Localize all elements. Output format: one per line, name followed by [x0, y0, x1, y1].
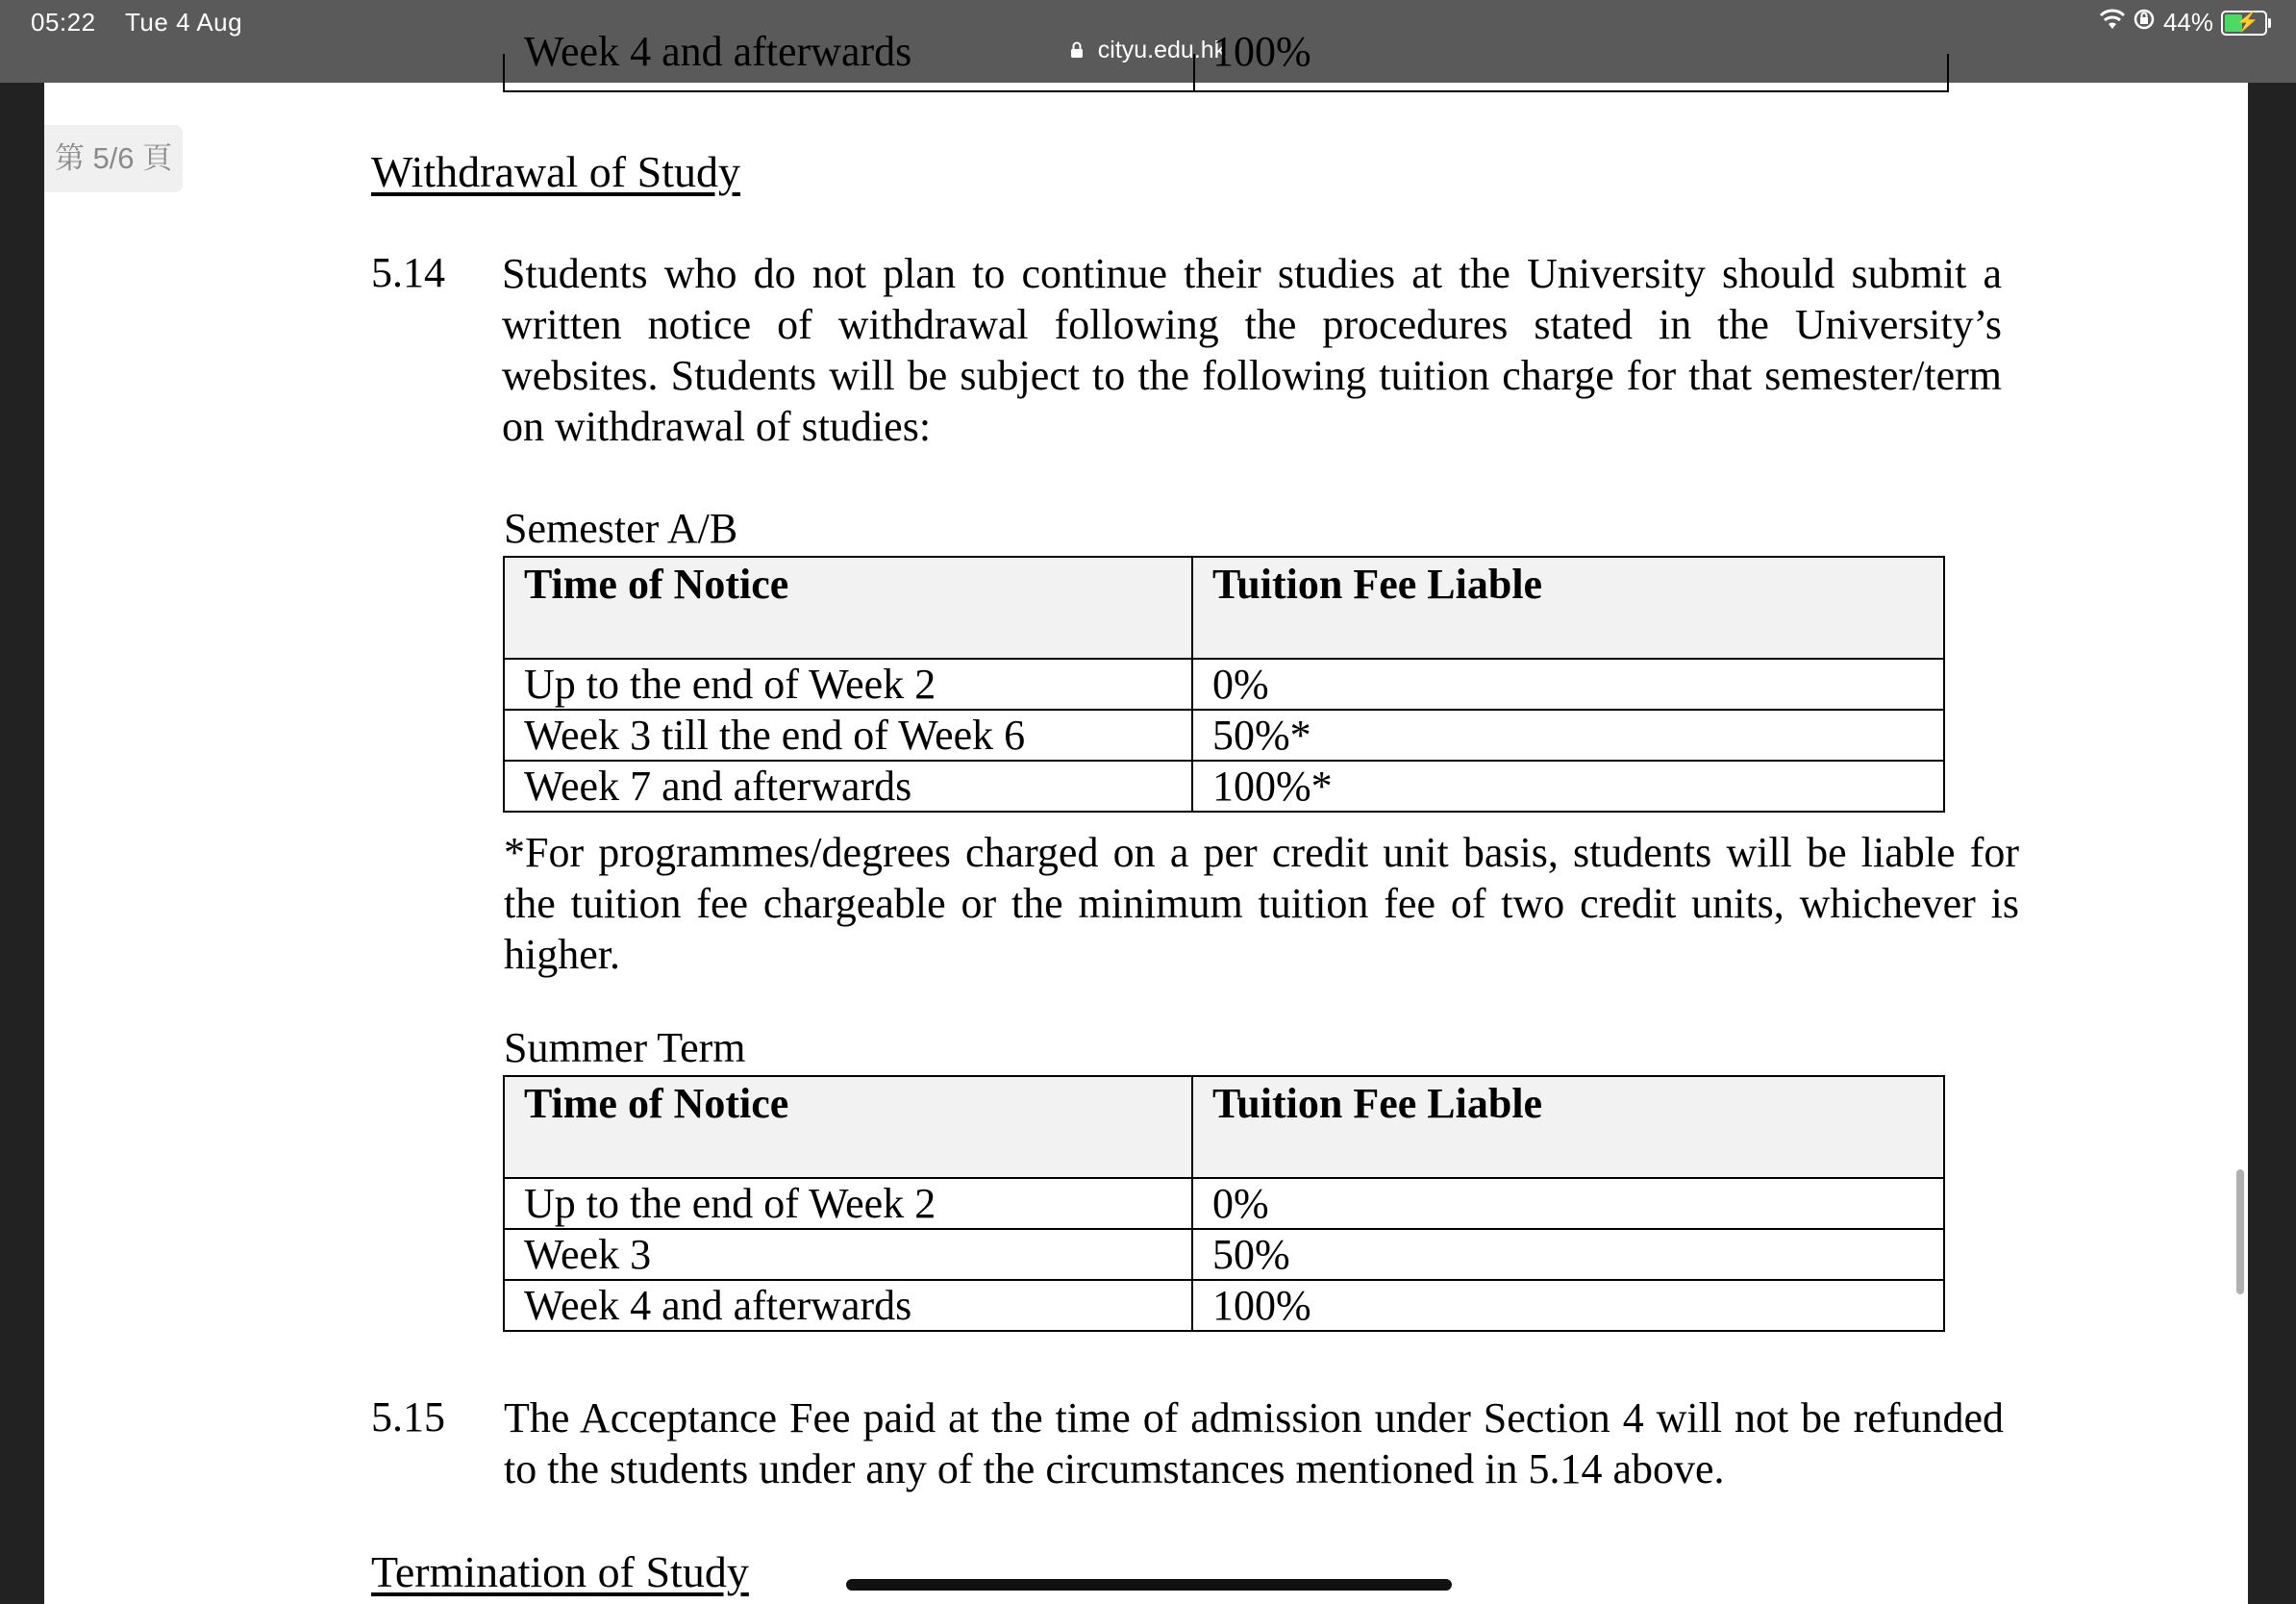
table-cell: Up to the end of Week 2	[504, 1178, 1192, 1229]
summer-table-caption: Summer Term	[504, 1024, 746, 1071]
header-time-of-notice: Time of Notice	[504, 1076, 1192, 1178]
battery-charging-icon	[2221, 11, 2267, 36]
table-cell: 100%*	[1192, 761, 1944, 812]
scrollbar[interactable]	[2236, 1169, 2244, 1294]
table-cell: Week 3 till the end of Week 6	[504, 710, 1192, 761]
semester-fee-table	[503, 556, 1945, 813]
termination-heading: Termination of Study	[371, 1547, 749, 1596]
table-row	[504, 659, 1944, 710]
table-cell: 100%	[1192, 1280, 1944, 1331]
time-text: 05:22	[31, 8, 96, 37]
withdrawal-heading: Withdrawal of Study	[371, 147, 740, 196]
status-icons	[2100, 8, 2267, 38]
table-row	[504, 761, 1944, 812]
table-cell: Week 3	[504, 1229, 1192, 1280]
section-number-5-15: 5.15	[371, 1393, 445, 1441]
page-indicator: 第 5/6 頁	[44, 125, 183, 192]
fragment-left-text: Week 4 and afterwards	[524, 28, 912, 75]
table-cell: 50%*	[1192, 710, 1944, 761]
table-row	[504, 710, 1944, 761]
section-5-15-text: The Acceptance Fee paid at the time of admission under Section 4 will not be refunded to the students under any of the circumstances mentioned in 5.14 above.	[504, 1394, 2004, 1492]
bolt-icon: ⚡	[2235, 11, 2259, 33]
header-tuition-fee-liable: Tuition Fee Liable	[1192, 557, 1944, 659]
table-cell: 0%	[1192, 1178, 1944, 1229]
table-row	[504, 1229, 1944, 1280]
footnote-text: *For programmes/degrees charged on a per credit unit basis, students will be liable for the tuition fee chargeable or the minimum tuition fee of two credit units, whichever is higher.	[504, 829, 2019, 978]
summer-fee-table	[503, 1075, 1945, 1332]
semester-table-caption: Semester A/B	[504, 505, 738, 552]
home-indicator[interactable]	[846, 1579, 1452, 1591]
section-5-14-text: Students who do not plan to continue their studies at the University should submit a written notice of withdrawal following the procedures stated in the University’s websites. Students will be subject to the following tuition charge for that semester/term on withdrawal of studies:	[502, 250, 2002, 450]
url-text: cityu.edu.hk	[1097, 37, 1227, 63]
header-time-of-notice: Time of Notice	[504, 557, 1192, 659]
table-cell: 50%	[1192, 1229, 1944, 1280]
status-time	[31, 8, 242, 38]
wifi-icon	[2100, 8, 2125, 38]
table-row	[504, 1280, 1944, 1331]
table-cell: Week 7 and afterwards	[504, 761, 1192, 812]
header-tuition-fee-liable: Tuition Fee Liable	[1192, 1076, 1944, 1178]
table-row	[504, 1178, 1944, 1229]
table-cell: Week 4 and afterwards	[504, 1280, 1192, 1331]
table-cell: 0%	[1192, 659, 1944, 710]
battery-percent: 44%	[2162, 8, 2213, 37]
table-header-row	[504, 1076, 1944, 1178]
date-text: Tue 4 Aug	[125, 8, 243, 37]
table-divider	[1193, 54, 1195, 90]
fragment-right-text: 100%	[1212, 28, 1311, 75]
section-number-5-14: 5.14	[371, 249, 445, 296]
table-header-row	[504, 557, 1944, 659]
table-cell: Up to the end of Week 2	[504, 659, 1192, 710]
lock-rotation-icon	[2133, 8, 2156, 38]
